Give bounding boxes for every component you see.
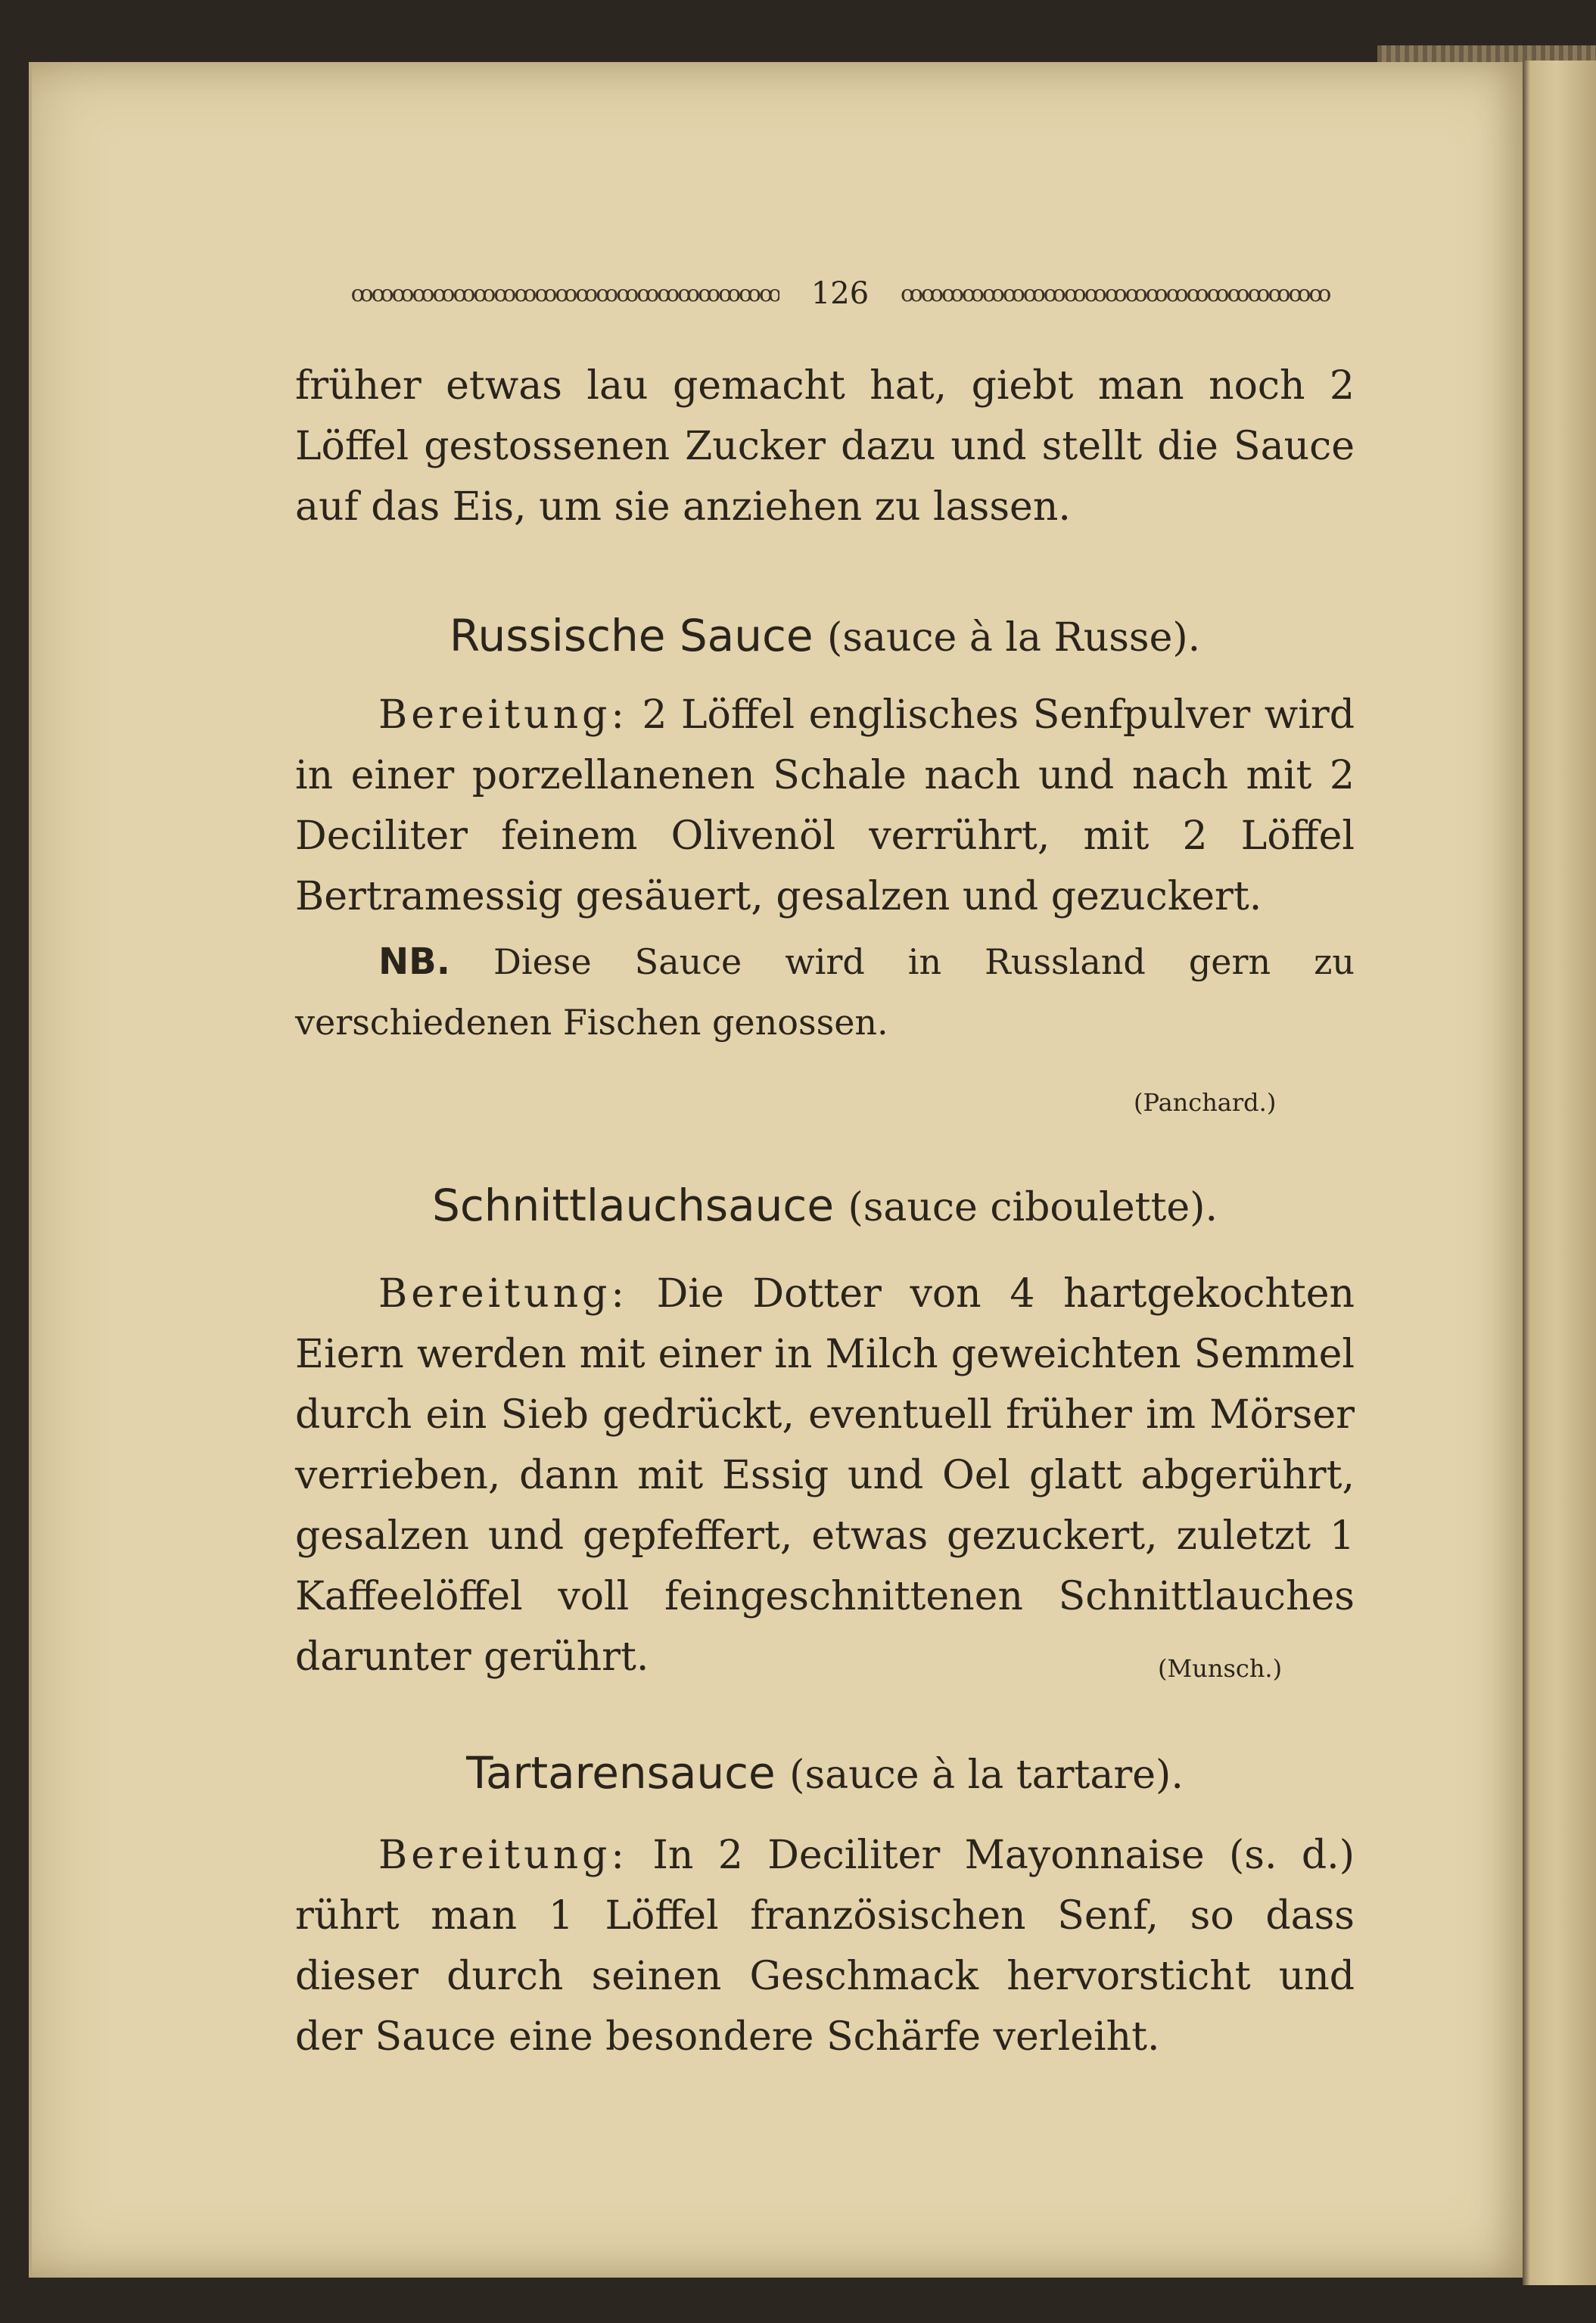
next-page-edge [1523, 61, 1596, 2285]
section-body-russische-sauce [295, 685, 1355, 1053]
section-title-schnittlauchsauce [295, 1179, 1355, 1234]
section-title-name: Tartarensauce [466, 1747, 776, 1799]
preparation-label: Bereitung: [378, 1271, 628, 1317]
section-body-tartarensauce [295, 1825, 1355, 2067]
section-title-french: (sauce ciboulette). [848, 1185, 1218, 1230]
intro-text: früher etwas lau gemacht hat, giebt man noch 2 Löffel gestossenen Zucker dazu und stellt die Sauce auf das Eis, um sie anziehen zu lassen. [295, 363, 1355, 530]
preparation-label: Bereitung: [378, 692, 628, 738]
intro-paragraph [295, 356, 1355, 537]
page-header [318, 271, 1362, 316]
preparation-label: Bereitung: [378, 1833, 628, 1878]
preparation-paragraph [295, 685, 1355, 927]
note-label: NB. [378, 941, 450, 983]
section-title-name: Schnittlauchsauce [432, 1180, 835, 1231]
note-paragraph [295, 931, 1355, 1053]
preparation-text: Die Dotter von 4 hartgekochten Eiern werden mit einer in Milch geweichten Semmel durch ein Sieb gedrückt, eventuell früher im Mörser verrieben, dann mit Essig und Oel glatt abgerührt, gesalzen und gepfeffert, etwas gezuckert, zuletzt 1 Kaffeelöffel voll feingeschnittenen Schnittlauches darunter gerührt. [295, 1271, 1355, 1680]
preparation-paragraph [295, 1264, 1355, 1687]
section-title-name: Russische Sauce [449, 610, 814, 661]
section-title-tartarensauce [295, 1746, 1355, 1802]
preparation-paragraph [295, 1825, 1355, 2067]
section-body-schnittlauchsauce [295, 1264, 1355, 1687]
section-title-french: (sauce à la tartare). [789, 1752, 1184, 1798]
source-credit: (Panchard.) [1134, 1088, 1277, 1117]
section-title-russische-sauce [295, 609, 1355, 664]
source-credit: (Munsch.) [1158, 1654, 1283, 1683]
header-ornament-right: ꝏꝏꝏꝏꝏꝏꝏꝏꝏꝏꝏꝏꝏꝏꝏꝏꝏꝏꝏꝏꝏ [901, 280, 1330, 307]
page-number: 126 [810, 276, 870, 311]
section-title-french: (sauce à la Russe). [826, 615, 1201, 661]
preparation-text: In 2 Deciliter Mayonnaise (s. d.) rührt man 1 Löffel französischen Senf, so dass dieser durch seinen Geschmack hervorsticht und der Sauce eine besondere Schärfe verleiht. [295, 1833, 1355, 2060]
header-ornament-left: ꝏꝏꝏꝏꝏꝏꝏꝏꝏꝏꝏꝏꝏꝏꝏꝏꝏꝏꝏꝏꝏ [350, 280, 779, 307]
preparation-text: 2 Löffel englisches Senfpulver wird in einer porzellanenen Schale nach und nach mit 2 Deciliter feinem Olivenöl verrührt, mit 2 Löffel Bertramessig gesäuert, gesalzen und gezuckert. [295, 692, 1355, 919]
note-text: Diese Sauce wird in Russland gern zu verschiedenen Fischen genossen. [295, 941, 1355, 1043]
